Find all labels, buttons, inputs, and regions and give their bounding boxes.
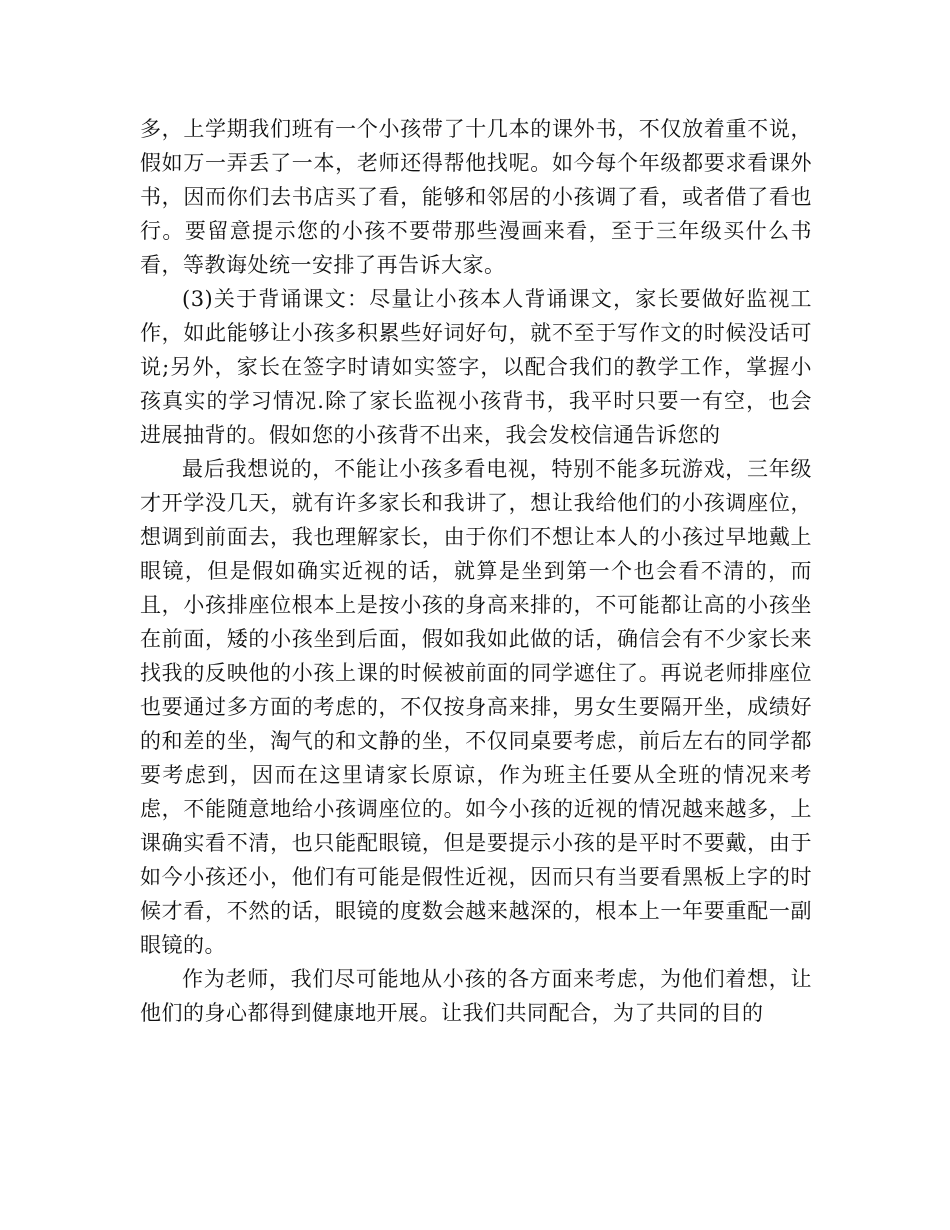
paragraph-final-remarks: 最后我想说的，不能让小孩多看电视，特别不能多玩游戏，三年级才开学没几天，就有许多家长和我讲了，想让我给他们的小孩调座位，想调到前面去，我也理解家长，由于你们不想让本人的小孩过早地戴上眼镜，但是假如确实近视的话，就算是坐到第一个也会看不清的，而且，小孩排座位根本上是按小孩的身高来排的，不可能都让高的小孩坐在前面，矮的小孩坐到后面，假如我如此做的话，确信会有不少家长来找我的反映他的小孩上课的时候被前面的同学遮住了。再说老师排座位也要通过多方面的考虑的，不仅按身高来排，男女生要隔开坐，成绩好的和差的坐，淘气的和文静的坐，不仅同桌要考虑，前后左右的同学都要考虑到，因而在这里请家长原谅，作为班主任要从全班的情况来考虑，不能随意地给小孩调座位的。如今小孩的近视的情况越来越多，上课确实看不清，也只能配眼镜，但是要提示小孩的是平时不要戴，由于如今小孩还小，他们有可能是假性近视，因而只有当要看黑板上字的时候才看，不然的话，眼镜的度数会越来越深的，根本上一年要重配一副眼镜的。 [140, 457, 812, 957]
paragraph-continuation: 多，上学期我们班有一个小孩带了十几本的课外书，不仅放着重不说，假如万一弄丢了一本，老师还得帮他找呢。如今每个年级都要求看课外书，因而你们去书店买了看，能够和邻居的小孩调了看，或者借了看也行。要留意提示您的小孩不要带那些漫画来看，至于三年级买什么书看，等教诲处统一安排了再告诉大家。 [140, 117, 812, 277]
paragraph-closing: 作为老师，我们尽可能地从小孩的各方面来考虑，为他们着想，让他们的身心都得到健康地开展。让我们共同配合，为了共同的目的 [140, 967, 812, 1025]
paragraph-recitation: (3)关于背诵课文：尽量让小孩本人背诵课文，家长要做好监视工作，如此能够让小孩多积累些好词好句，就不至于写作文的时候没话可说;另外，家长在签字时请如实签字，以配合我们的教学工作，掌握小孩真实的学习情况.除了家长监视小孩背书，我平时只要一有空，也会进展抽背的。假如您的小孩背不出来，我会发校信通告诉您的 [140, 287, 812, 447]
document-body [140, 112, 812, 1030]
